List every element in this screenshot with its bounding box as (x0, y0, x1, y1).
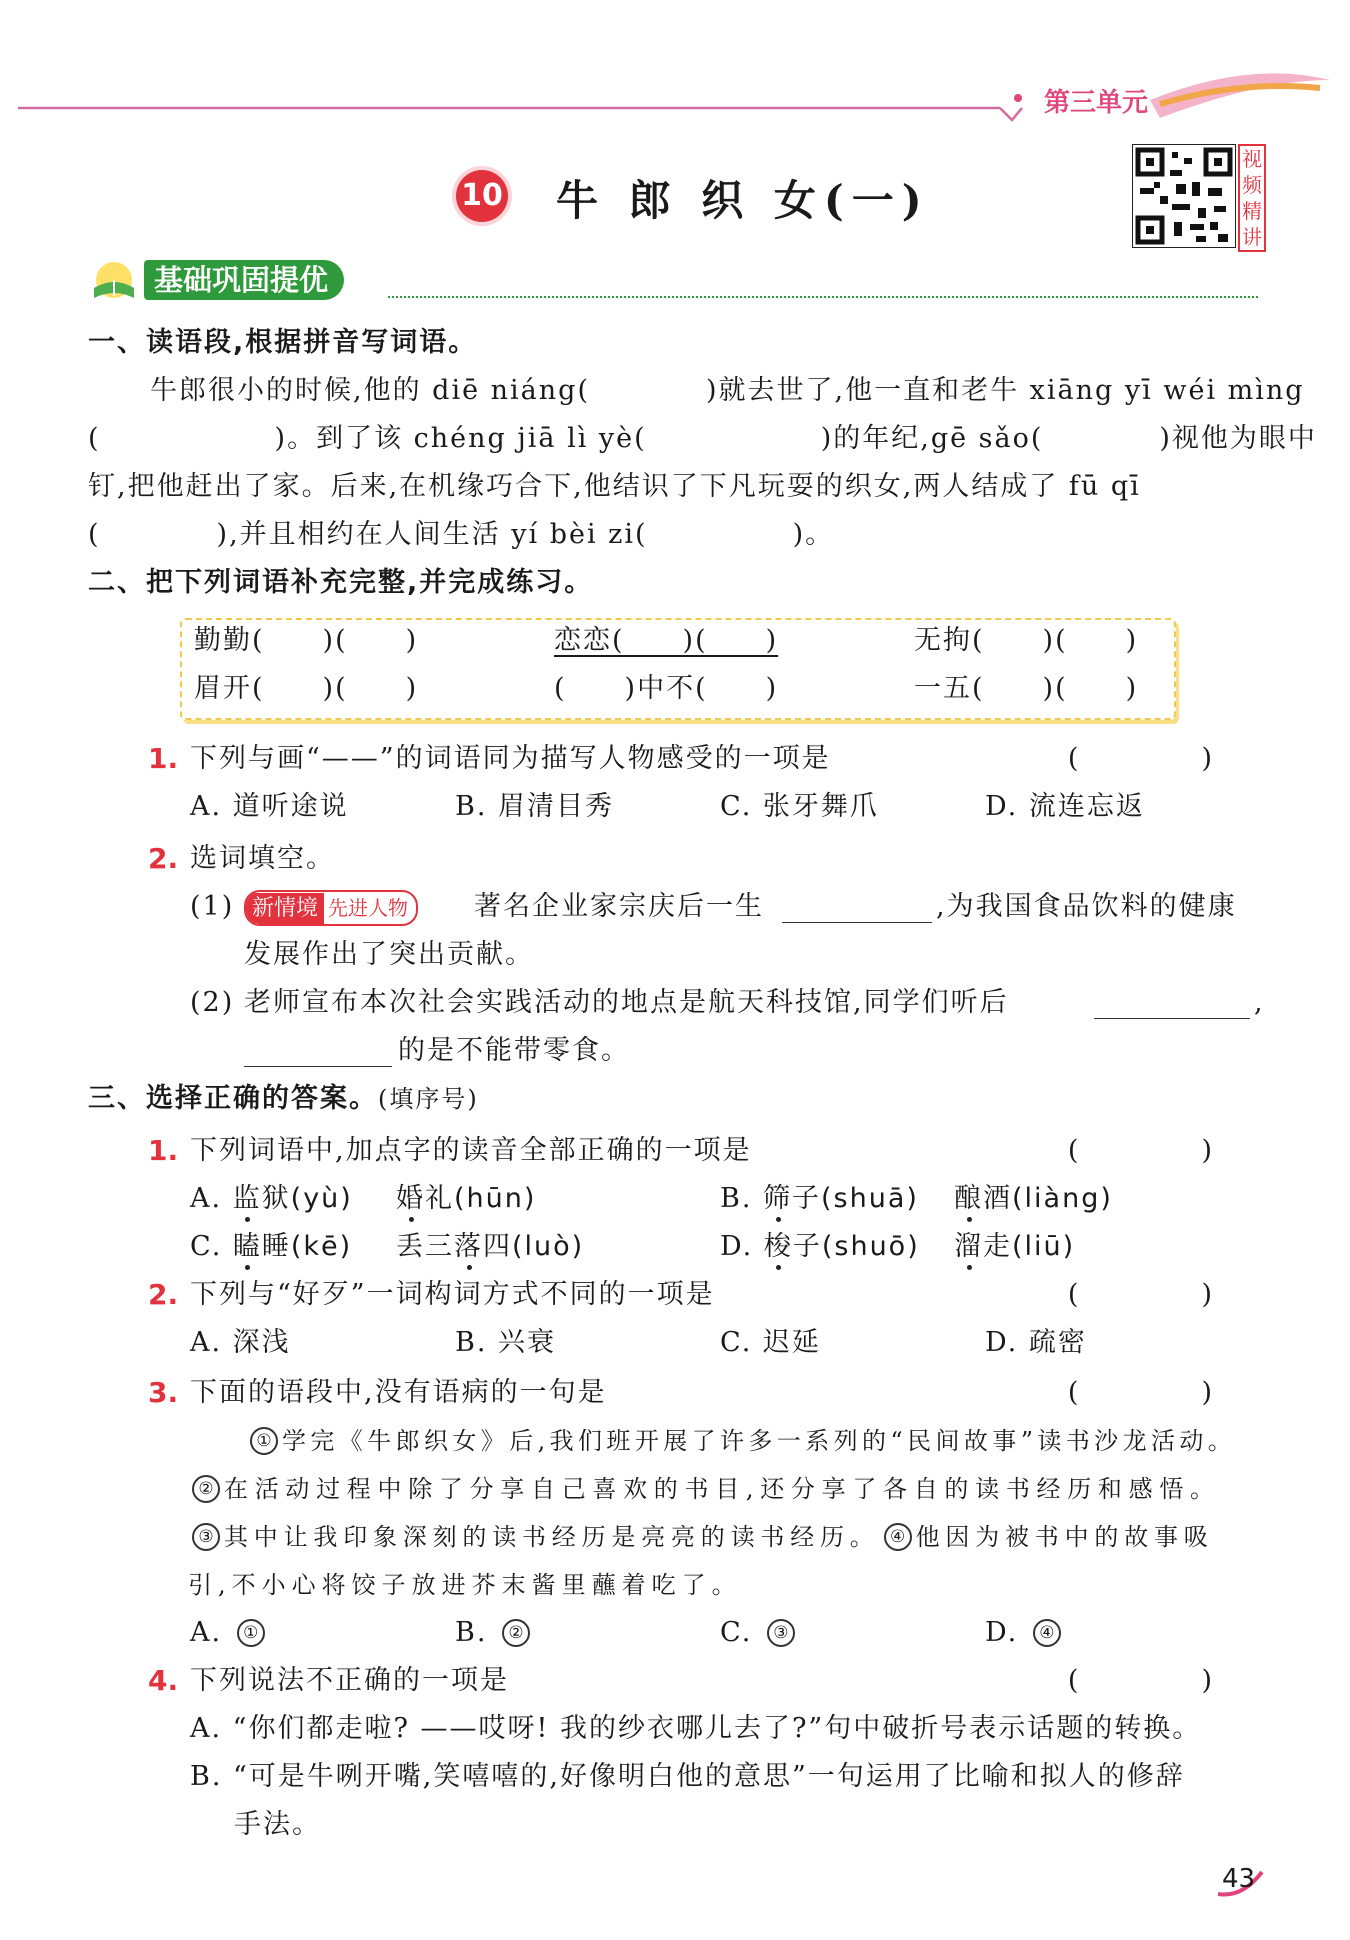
option-part: 丢三落四(luò) (396, 1231, 585, 1262)
q2-sub2-p1-label: (1) (190, 891, 235, 922)
fill-blank[interactable] (782, 896, 932, 923)
idiom-cell: 勤勤( )( ) (194, 625, 419, 656)
dotted-char: 监 (232, 1183, 262, 1214)
section-banner-label: 基础巩固提优 (144, 260, 344, 300)
dotted-char: 婚 (396, 1183, 425, 1214)
q2-sub2-p1-after: ,为我国食品饮料的健康 (936, 891, 1237, 922)
idiom-cell: 眉开( )( ) (194, 673, 419, 704)
fill-blank[interactable] (1094, 992, 1250, 1019)
option[interactable]: B. “可是牛咧开嘴,笑嘻嘻的,好像明白他的意思”一句运用了比喻和拟人的修辞 (190, 1761, 1185, 1792)
answer-bracket[interactable]: ( ) (1067, 743, 1260, 774)
option[interactable]: A. 深浅 (190, 1327, 291, 1358)
answer-bracket[interactable]: ( ) (1067, 1135, 1260, 1166)
q2-sub2-stem: 选词填空。 (190, 843, 335, 874)
unit-label: 第三单元 (1044, 88, 1149, 118)
option[interactable]: B. ② (455, 1616, 534, 1650)
dotted-char: 梭 (763, 1231, 793, 1262)
q1-line: 牛郎很小的时候,他的 diē niáng( )就去世了,他一直和老牛 xiāng yī wéi mìng (150, 375, 1305, 406)
option[interactable]: B. 兴衰 (455, 1327, 557, 1358)
idiom-cell: ( )中不( ) (554, 673, 779, 704)
passage-line: 引,不小心将饺子放进芥末酱里蘸着吃了。 (188, 1571, 742, 1599)
q2-sub2-p2-label: (2) (190, 987, 235, 1018)
dotted-char: 酿 (954, 1183, 983, 1214)
q2-heading: 二、把下列词语补充完整,并完成练习。 (88, 567, 594, 598)
q2-sub2-p2-text: 老师宣布本次社会实践活动的地点是航天科技馆,同学们听后 (244, 987, 1009, 1018)
option[interactable]: A. “你们都走啦? ——哎呀! 我的纱衣哪儿去了?”句中破折号表示话题的转换。 (190, 1713, 1202, 1744)
book-sun-icon (88, 258, 138, 304)
page-number: 43 (1222, 1864, 1256, 1894)
answer-bracket[interactable]: ( ) (1067, 1665, 1260, 1696)
q1-line: ( )。到了该 chéng jiā lì yè( )的年纪,gē sǎo( )视他为眼中 (88, 423, 1317, 454)
q2-sub2-p1-text: 著名企业家宗庆后一生 (474, 891, 764, 922)
option[interactable]: D. ④ (985, 1616, 1065, 1650)
qr-code[interactable] (1132, 144, 1268, 248)
q2-sub2-number: 2. (148, 842, 179, 875)
option-part: 酿酒(liàng) (954, 1183, 1113, 1214)
option-continued: 手法。 (234, 1809, 321, 1840)
option[interactable]: A. 监狱(yù) (190, 1183, 353, 1214)
dotted-char: 落 (454, 1231, 483, 1262)
option[interactable]: C. ③ (720, 1616, 799, 1650)
answer-bracket[interactable]: ( ) (1067, 1377, 1260, 1408)
q3-2-stem: 下列与“好歹”一词构词方式不同的一项是 (190, 1279, 715, 1310)
q3-3-stem: 下面的语段中,没有语病的一句是 (190, 1377, 607, 1408)
q3-1-number: 1. (148, 1134, 179, 1167)
q3-heading: 三、选择正确的答案。 (88, 1083, 378, 1114)
dotted-char: 筛 (763, 1183, 793, 1214)
sentence-marker: ② (192, 1475, 220, 1503)
option[interactable]: A. ① (190, 1616, 269, 1650)
idiom-cell: 无拘( )( ) (914, 625, 1139, 656)
lesson-number-badge: 10 (456, 170, 508, 222)
q3-4-stem: 下列说法不正确的一项是 (190, 1665, 509, 1696)
dotted-char: 瞌 (232, 1231, 262, 1262)
option[interactable]: A. 道听途说 (190, 791, 349, 822)
passage-line: ① 学完《牛郎织女》后,我们班开展了许多一系列的“民间故事”读书沙龙活动。 (246, 1424, 1236, 1458)
q2-sub2-p2-comma: , (1254, 987, 1265, 1018)
sentence-marker: ③ (192, 1523, 220, 1551)
option[interactable]: D. 梭子(shuō) (720, 1231, 920, 1262)
q2-sub2-p1-line2: 发展作出了突出贡献。 (244, 939, 534, 970)
q1-line: ( ),并且相约在人间生活 yí bèi zi( )。 (88, 519, 835, 550)
q3-1-stem: 下列词语中,加点字的读音全部正确的一项是 (190, 1135, 752, 1166)
q2-sub1-number: 1. (148, 742, 179, 775)
option[interactable]: D. 疏密 (985, 1327, 1087, 1358)
option[interactable]: C. 瞌睡(kē) (190, 1231, 353, 1262)
new-context-tag (244, 890, 418, 926)
q1-heading: 一、读语段,根据拼音写词语。 (88, 327, 478, 358)
sentence-marker: ① (250, 1427, 278, 1455)
tag-sub: 先进人物 (328, 896, 409, 920)
option[interactable]: B. 筛子(shuā) (720, 1183, 919, 1214)
option-part: 婚礼(hūn) (396, 1183, 537, 1214)
idiom-box (180, 618, 1176, 720)
q3-3-number: 3. (148, 1376, 179, 1409)
fill-blank[interactable] (244, 1040, 392, 1067)
q3-4-number: 4. (148, 1664, 179, 1697)
qr-code-icon (1132, 144, 1236, 248)
idiom-cell-underlined: 恋恋( )( ) (554, 625, 779, 656)
answer-bracket[interactable]: ( ) (1067, 1279, 1260, 1310)
option[interactable]: C. 张牙舞爪 (720, 791, 879, 822)
option[interactable]: B. 眉清目秀 (455, 791, 615, 822)
q2-sub2-p2-line2: 的是不能带零食。 (398, 1035, 630, 1066)
q3-2-number: 2. (148, 1278, 179, 1311)
passage-line: ② 在活动过程中除了分享自己喜欢的书目,还分享了各自的读书经历和感悟。 (188, 1472, 1221, 1506)
option[interactable]: D. 流连忘返 (985, 791, 1145, 822)
section-banner (88, 258, 1258, 304)
qr-side-label: 视 频 精 讲 (1238, 144, 1266, 252)
q2-sub1-stem: 下列与画“——”的词语同为描写人物感受的一项是 (190, 743, 831, 774)
idiom-cell: 一五( )( ) (914, 673, 1139, 704)
passage-line: ③ 其中让我印象深刻的读书经历是亮亮的读书经历。 ④ 他因为被书中的故事吸 (188, 1520, 1214, 1554)
option[interactable]: C. 迟延 (720, 1327, 821, 1358)
sentence-marker: ④ (884, 1523, 912, 1551)
dotted-char: 溜 (954, 1231, 983, 1262)
q3-heading-note: (填序号) (378, 1085, 479, 1113)
q3-heading-row (88, 1082, 479, 1116)
lesson-title: 牛 郎 织 女(一) (556, 176, 930, 225)
tag-main: 新情境 (246, 893, 324, 925)
option-part: 溜走(liū) (954, 1231, 1076, 1262)
q1-line: 钉,把他赶出了家。后来,在机缘巧合下,他结识了下凡玩耍的织女,两人结成了 fū qī (88, 471, 1141, 502)
